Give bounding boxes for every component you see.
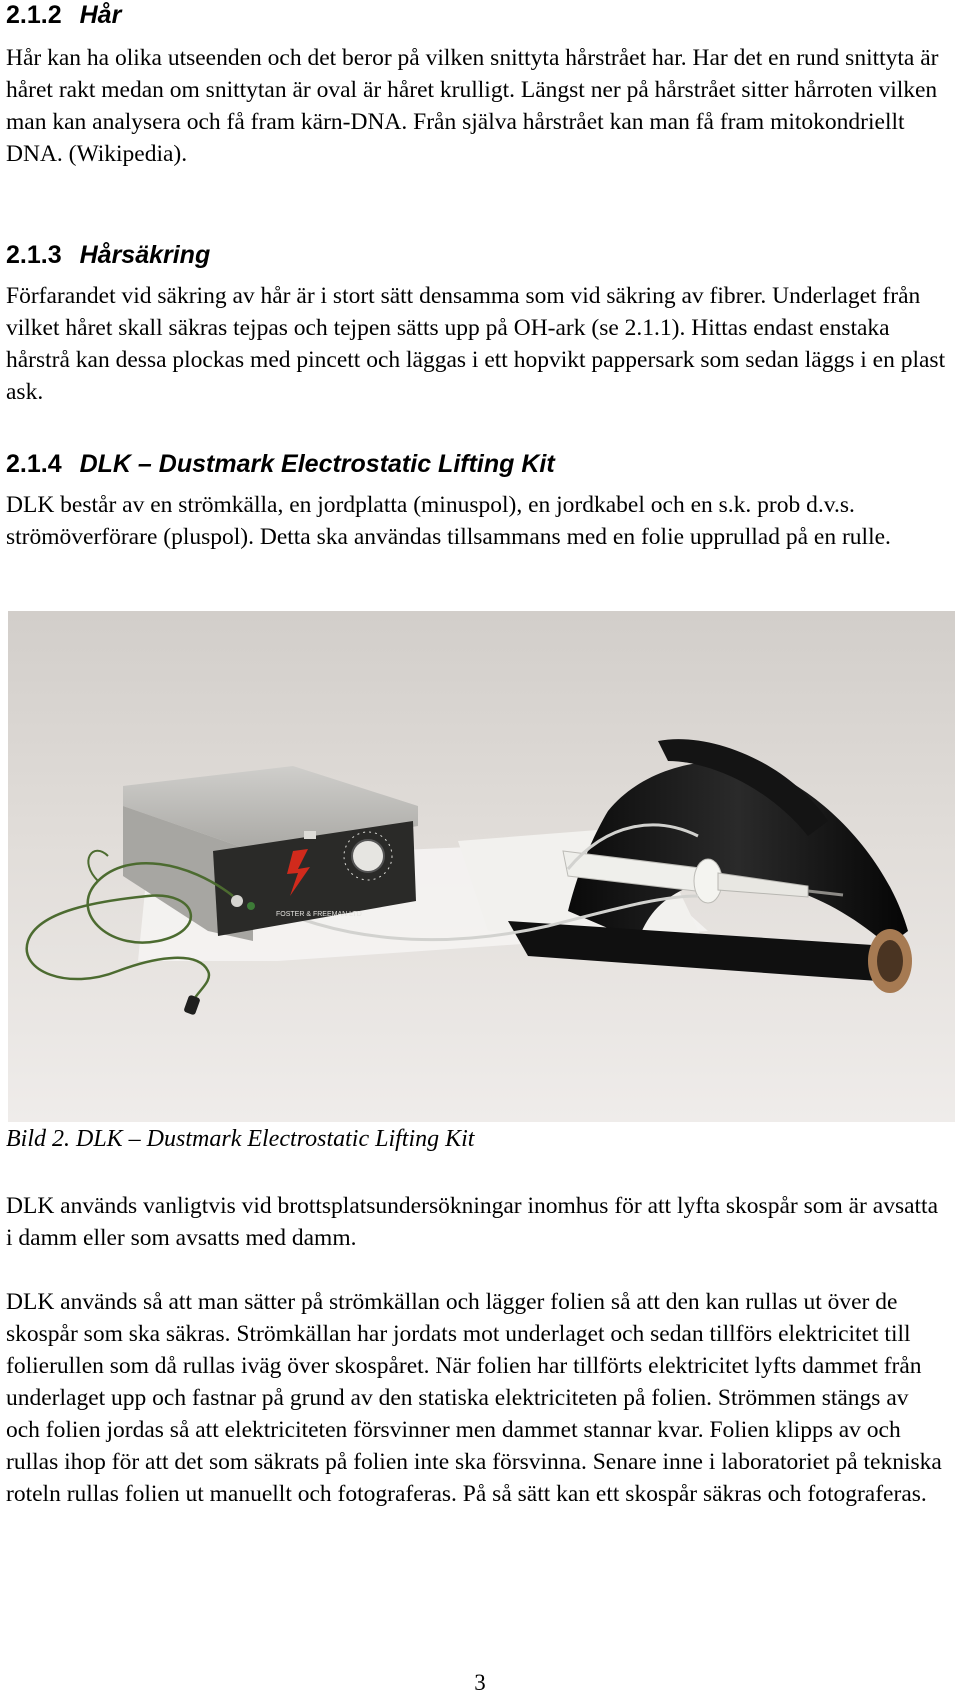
paragraph-dlk-usage: DLK används vanligtvis vid brottsplatsundersökningar inomhus för att lyfta skospår som är avsatta i damm eller som avsatts med damm. [6,1193,939,1251]
section-number: 2.1.2 [6,1,62,29]
section-heading-2-1-4 [6,449,555,479]
paragraph-dlk-procedure: DLK används så att man sätter på strömkällan och lägger folien så att den kan rullas ut över de skospår som ska säkras. Strömkällan har jordats mot underlaget och sedan tillförs elektricitet till folierullen som då rullas iväg över skospåret. När folien har tillförts elektricitet lyfts dammet från underlaget upp och fastnar på grund av den statiska elektriciteten på folien. Strömmen stängs av och folien jordas så att elektriciteten försvinner men dammet stannar kvar. Folien klipps av och rullas ihop för att det som säkrats på folien inte ska försvinna. Senare inne i laboratoriet på tekniska roteln rullas folien ut manuellt och fotograferas. På så sätt kan ett skospår säkras och fotograferas. [6,1289,942,1507]
section-heading-2-1-2 [6,0,121,30]
section-title: Hårsäkring [79,241,211,269]
section-number: 2.1.3 [6,241,62,269]
figure-caption: Bild 2. DLK – Dustmark Electrostatic Lifting Kit [6,1126,475,1152]
section-title: Hår [79,1,122,29]
section-heading-2-1-3 [6,240,210,270]
section-number: 2.1.4 [6,450,62,478]
paragraph-hair: Hår kan ha olika utseenden och det beror på vilken snittyta hårstrået har. Har det en rund snittyta är håret rakt medan om snittytan är oval är håret krulligt. Längst ner på hårstrået sitter hårroten vilken man kan analysera och få fram kärn-DNA. Från själva hårstrået kan man få fram mitokondriellt DNA. (Wikipedia). [6,45,939,167]
paragraph-hair-securing: Förfarandet vid säkring av hår är i stort sätt densamma som vid säkring av fibrer. Underlaget från vilket håret skall säkras tejpas och tejpen sätts upp på OH-ark (se 2.1.1). Hittas endast enstaka hårstrå kan dessa plockas med pincett och läggas i ett hopvikt pappersark som sedan läggs i en plast ask. [6,283,946,405]
section-title: DLK – Dustmark Electrostatic Lifting Kit [79,450,555,478]
page-number: 3 [474,1670,486,1695]
device-label: FOSTER & FREEMAN LTD [276,911,362,918]
dlk-photo [8,611,955,1122]
paragraph-dlk-intro: DLK består av en strömkälla, en jordplatta (minuspol), en jordkabel och en s.k. prob d.v.s. strömöverförare (pluspol). Detta ska användas tillsammans med en folie upprullad på en rulle. [6,492,891,550]
